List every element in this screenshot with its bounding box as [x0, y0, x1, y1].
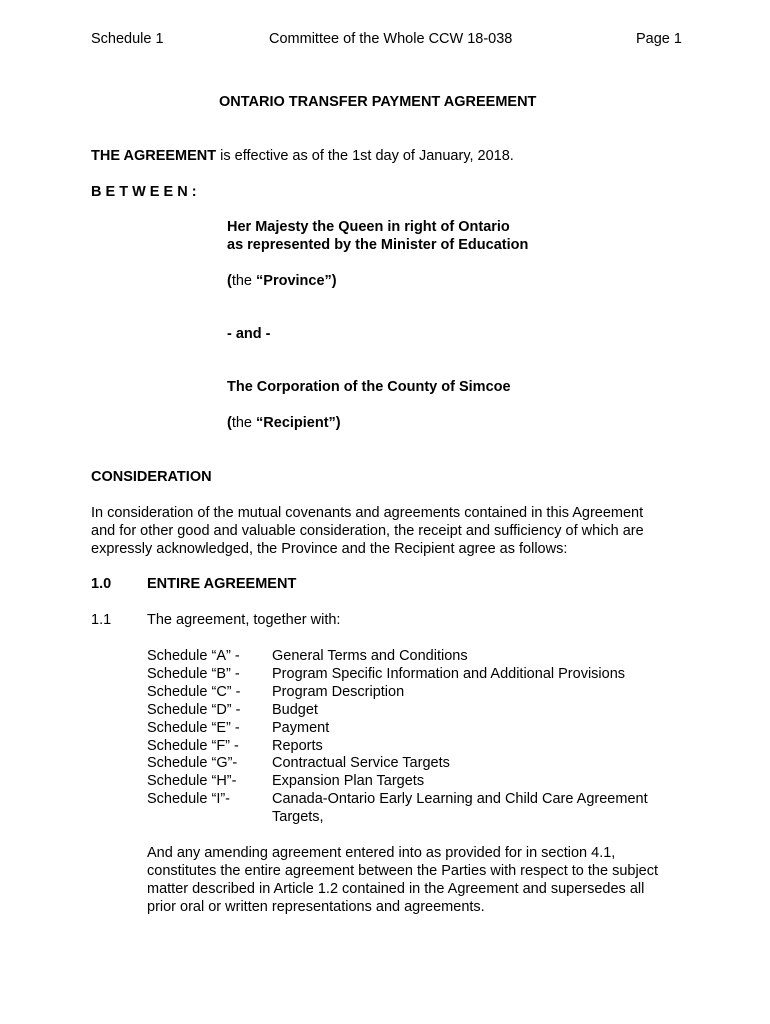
between-label: B E T W E E N : [91, 184, 197, 200]
consideration-paragraph [91, 504, 644, 558]
province-designation [227, 273, 337, 289]
schedule-value: Budget [272, 702, 318, 718]
recipient-name: “Recipient”) [256, 415, 341, 431]
document-title: ONTARIO TRANSFER PAYMENT AGREEMENT [219, 94, 537, 110]
schedule-key: Schedule “F” - [147, 738, 239, 754]
effective-bold: THE AGREEMENT [91, 148, 217, 164]
schedule-key: Schedule “C” - [147, 684, 241, 700]
schedule-key: Schedule “A” - [147, 648, 240, 664]
recipient-designation [227, 415, 341, 431]
consideration-heading: CONSIDERATION [91, 469, 212, 485]
recipient-open-paren: ( [227, 415, 232, 431]
province-open-paren: ( [227, 273, 232, 289]
schedule-value: Program Specific Information and Additional Provisions [272, 666, 626, 682]
recipient-line: The Corporation of the County of Simcoe [227, 379, 511, 395]
province-line-1: Her Majesty the Queen in right of Ontario [227, 219, 510, 235]
schedule-key: Schedule “D” - [147, 702, 241, 718]
closing-line: prior oral or written representations and agreements. [147, 899, 485, 915]
schedule-value: Canada-Ontario Early Learning and Child Care Agreement [272, 791, 648, 807]
schedule-value: Expansion Plan Targets [272, 773, 425, 789]
effective-text: is effective as of the 1st day of January, 2018. [216, 148, 514, 164]
schedule-key: Schedule “G”- [147, 755, 238, 771]
subsection-text: The agreement, together with: [147, 612, 341, 628]
schedule-value: Payment [272, 720, 330, 736]
closing-paragraph [147, 844, 658, 916]
effective-statement [91, 148, 514, 164]
schedule-key: Schedule “H”- [147, 773, 237, 789]
schedule-key: Schedule “E” - [147, 720, 240, 736]
header-left: Schedule 1 [91, 31, 164, 47]
header-page-number: Page 1 [636, 31, 682, 47]
schedule-value: Contractual Service Targets [272, 755, 450, 771]
recipient-the: the [231, 415, 257, 431]
province-the: the [231, 273, 257, 289]
schedule-value: Program Description [272, 684, 405, 700]
section-number: 1.0 [91, 576, 112, 592]
province-line-2: as represented by the Minister of Education [227, 237, 529, 253]
section-heading: ENTIRE AGREEMENT [147, 576, 297, 592]
consideration-line: expressly acknowledged, the Province and the Recipient agree as follows: [91, 541, 568, 557]
province-name: “Province”) [256, 273, 337, 289]
closing-line: And any amending agreement entered into as provided for in section 4.1, [147, 845, 616, 861]
schedule-value: Reports [272, 738, 323, 754]
schedule-key: Schedule “B” - [147, 666, 240, 682]
closing-line: matter described in Article 1.2 contained in the Agreement and supersedes all [147, 881, 645, 897]
schedule-value: Targets, [272, 809, 324, 825]
header-center: Committee of the Whole CCW 18-038 [269, 31, 513, 47]
and-separator: - and - [227, 326, 271, 342]
schedule-key: Schedule “I”- [147, 791, 231, 807]
consideration-line: In consideration of the mutual covenants and agreements contained in this Agreement [91, 505, 644, 521]
schedule-value: General Terms and Conditions [272, 648, 468, 664]
closing-line: constitutes the entire agreement between the Parties with respect to the subject [147, 863, 659, 879]
consideration-line: and for other good and valuable consideration, the receipt and sufficiency of which are [91, 523, 644, 539]
subsection-number: 1.1 [91, 612, 112, 628]
